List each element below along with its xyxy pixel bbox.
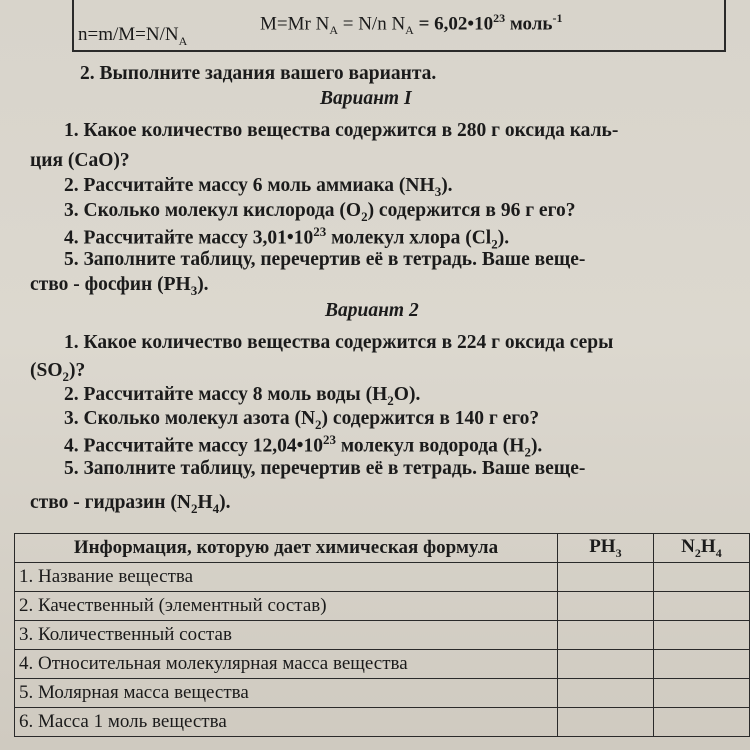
table-cell (557, 650, 653, 679)
table-row (15, 679, 750, 708)
table-cell (653, 708, 749, 737)
v1-question-3: 3. Сколько молекул кислорода $(O_2)$ содержится в 96 г его? (64, 200, 576, 224)
v2-question-2: 2. Рассчитайте массу 8 моль воды $(H_2O)$. (64, 384, 421, 408)
v2-question-1b: $(SO_2)$? (30, 360, 86, 384)
table-row-label: 6. Масса 1 моль вещества (15, 708, 558, 737)
instruction: 2. Выполните задания вашего варианта. (80, 63, 437, 84)
v2-question-3: 3. Сколько молекул азота $(N_2)$ содержится в 140 г его? (64, 408, 540, 432)
v1-question-1a: 1. Какое количество вещества содержится в 280 г оксида каль- (64, 120, 619, 141)
table-row (15, 563, 750, 592)
v1-question-5b: ство - фосфин $(PH_3)$. (30, 274, 209, 298)
table-header-info: Информация, которую дает химическая формула (15, 534, 558, 563)
variant1-title: Вариант I (320, 88, 412, 109)
table-row (15, 708, 750, 737)
table-row-label: 3. Количественный состав (15, 621, 558, 650)
formula-info-table (14, 533, 750, 737)
v1-question-2: 2. Рассчитайте массу 6 моль аммиака $(NH_3)$. (64, 175, 453, 199)
table-cell (557, 592, 653, 621)
table-cell (557, 563, 653, 592)
v2-question-5b: ство - гидразин $(N_2H_4)$. (30, 492, 231, 516)
v2-question-5a: 5. Заполните таблицу, перечертив её в тетрадь. Ваше веще- (64, 458, 586, 479)
table-cell (653, 621, 749, 650)
v2-question-1a: 1. Какое количество вещества содержится в 224 г оксида серы (64, 332, 614, 353)
table-row (15, 621, 750, 650)
table-cell (653, 592, 749, 621)
table-row-label: 5. Молярная масса вещества (15, 679, 558, 708)
variant2-title: Вариант 2 (325, 300, 419, 321)
table-cell (653, 679, 749, 708)
v2-question-4: 4. Рассчитайте массу $12,04•10^{23}$ молекул водорода $(H_2)$. (64, 432, 543, 460)
table-cell (557, 621, 653, 650)
table-row-label: 4. Относительная молекулярная масса вещества (15, 650, 558, 679)
table-row-label: 1. Название вещества (15, 563, 558, 592)
table-row-label: 2. Качественный (элементный состав) (15, 592, 558, 621)
table-header-row (15, 534, 750, 563)
table-cell (653, 650, 749, 679)
formula-constants: M=Mr $N_A = N/n$ $N_A$ = $6,02•10^{23}$ моль$^{-1}$ (260, 11, 563, 38)
v1-question-1b: ция (CaO)? (30, 150, 130, 171)
v1-question-5a: 5. Заполните таблицу, перечертив её в тетрадь. Ваше веще- (64, 249, 586, 270)
table-cell (557, 708, 653, 737)
table-cell (653, 563, 749, 592)
table-row (15, 592, 750, 621)
v1-question-4: 4. Рассчитайте массу $3,01•10^{23}$ молекул хлора $(Cl_2)$. (64, 224, 510, 252)
table-header-ph3: $PH_3$ (557, 534, 653, 563)
table-cell (557, 679, 653, 708)
table-row (15, 650, 750, 679)
formula-n: $n=m/M=N/N_A$ (78, 24, 188, 48)
table-header-n2h4: $N_2H_4$ (653, 534, 749, 563)
